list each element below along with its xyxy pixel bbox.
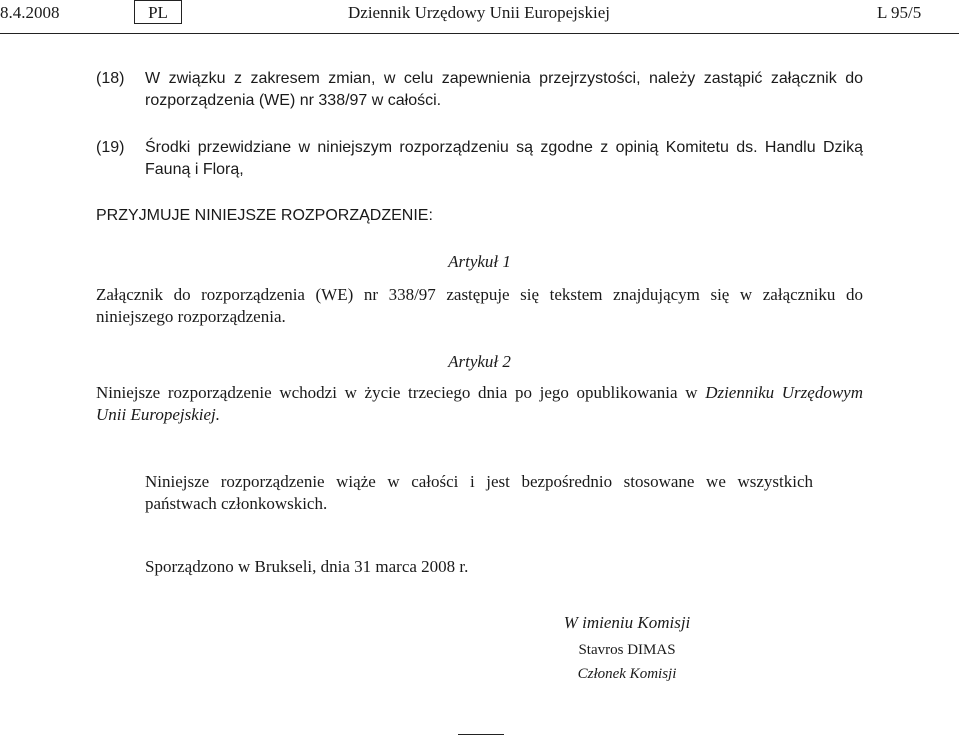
recital-text-line: Fauną i Florą, — [145, 161, 244, 178]
adoption-formula: PRZYJMUJE NINIEJSZE ROZPORZĄDZENIE: — [96, 207, 433, 224]
recital-number: (19) — [96, 139, 125, 156]
article-1-title: Artykuł 1 — [448, 252, 511, 271]
article-2-text-line — [96, 383, 863, 403]
binding-clause-line: Niniejsze rozporządzenie wiąże w całości i jest bezpośrednio stosowane we wszystkich — [145, 472, 813, 491]
header-rule — [0, 33, 959, 34]
article-2-text: Niniejsze rozporządzenie wchodzi w życie trzeciego dnia po jego opublikowania w — [96, 383, 706, 402]
publication-date: 8.4.2008 — [0, 3, 60, 22]
footnote-rule — [458, 734, 504, 735]
recital-text-line: rozporządzenia (WE) nr 338/97 w całości. — [145, 92, 442, 109]
recital-number: (18) — [96, 70, 125, 87]
article-2-title: Artykuł 2 — [448, 352, 511, 371]
article-1-text-line: Załącznik do rozporządzenia (WE) nr 338/97 zastępuje się tekstem znajdującym się w załączniku do — [96, 285, 863, 304]
recital-text-line: W związku z zakresem zmian, w celu zapewnienia przejrzystości, należy zastąpić załącznik do — [145, 70, 863, 87]
signature-for: W imieniu Komisji — [563, 613, 691, 632]
binding-clause-line: państwach członkowskich. — [145, 494, 328, 513]
signatory-role: Członek Komisji — [577, 666, 677, 682]
language-code: PL — [148, 3, 168, 22]
done-at-line: Sporządzono w Brukseli, dnia 31 marca 2008 r. — [145, 557, 469, 576]
article-1-text-line: niniejszego rozporządzenia. — [96, 307, 286, 326]
journal-reference-cont: Unii Europejskiej. — [96, 405, 221, 424]
signatory-name: Stavros DIMAS — [578, 642, 676, 658]
recital-text-line: Środki przewidziane w niniejszym rozporządzeniu są zgodne z opinią Komitetu ds. Handlu Dziką — [145, 139, 863, 156]
language-badge — [134, 0, 182, 24]
page-number: L 95/5 — [877, 3, 922, 22]
journal-title: Dziennik Urzędowy Unii Europejskiej — [348, 3, 611, 22]
journal-reference: Dzienniku Urzędowym — [705, 383, 863, 402]
